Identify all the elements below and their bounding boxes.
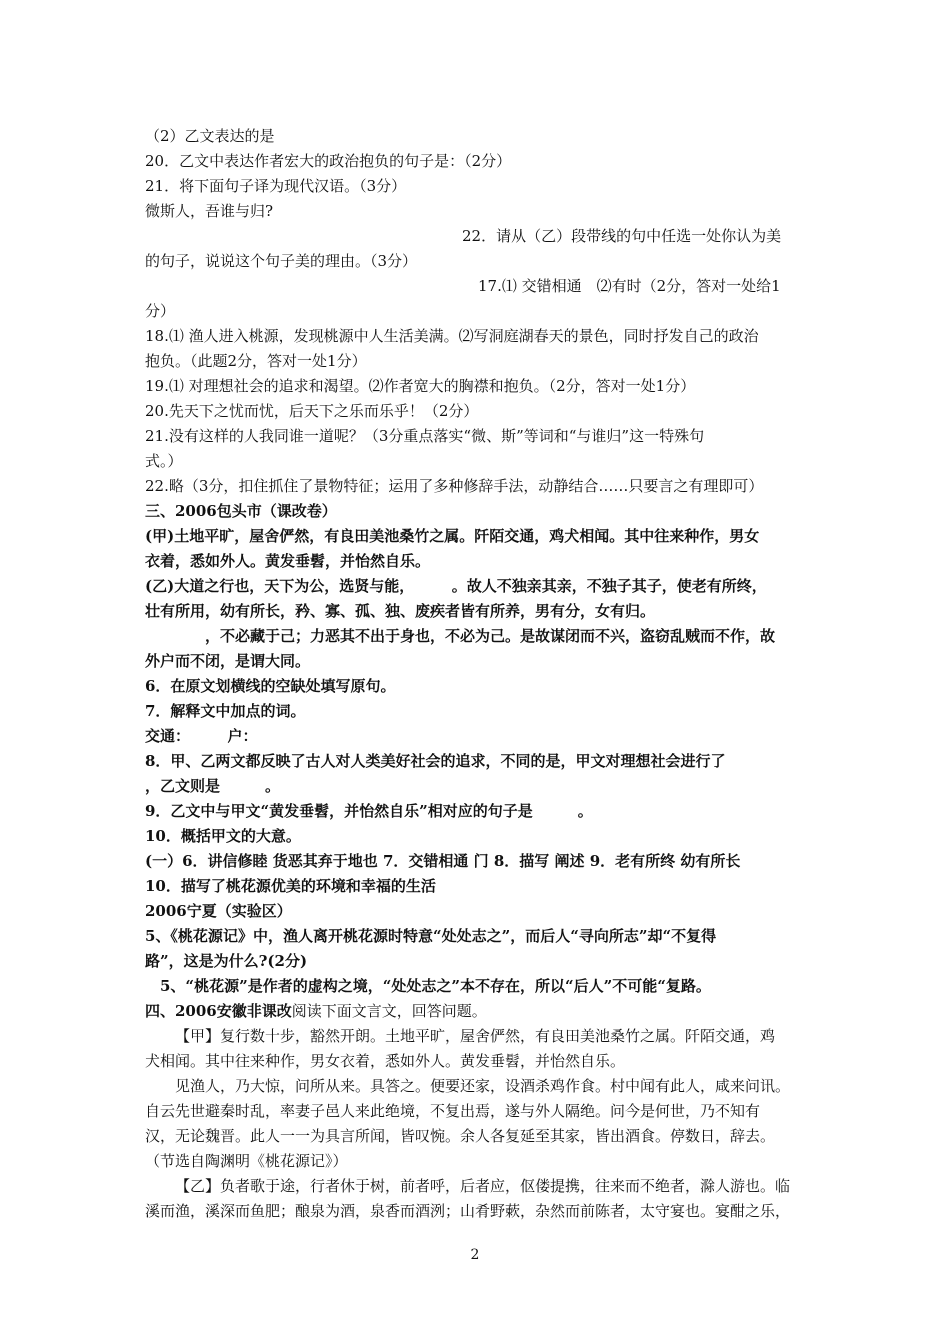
- section-heading: 2006宁夏（实验区）: [145, 902, 292, 920]
- answer-20: 20.先天下之忧而忧，后天下之乐而乐乎！（2分）: [145, 402, 479, 420]
- answer-21: 21.没有这样的人我同谁一道呢？（3分重点落实“微、斯”等词和“与谁归”这一特殊句: [145, 427, 705, 445]
- question-21: 21．将下面句子译为现代汉语。（3分）: [145, 177, 407, 195]
- text-line: 溪而渔，溪深而鱼肥；酿泉为酒，泉香而酒洌；山肴野蔌，杂然而前陈者，太守宴也。宴酣之乐，: [145, 1202, 791, 1220]
- page-number: 2: [470, 1247, 480, 1263]
- text-line: 分）: [145, 302, 176, 320]
- answer-19: 19.⑴ 对理想社会的追求和渴望。⑵作者宽大的胸襟和抱负。（2分，答对一处1分）: [145, 377, 696, 395]
- text-line: 10．描写了桃花源优美的环境和幸福的生活: [145, 877, 436, 895]
- text-line: ，不必藏于己；力恶其不出于身也，不必为己。是故谋闭而不兴，盗窃乱贼而不作，故: [145, 627, 776, 645]
- answer-5: 5、“桃花源”是作者的虚构之境，“处处志之”本不存在，所以“后人”不可能“复路。: [160, 977, 711, 995]
- text-line: 式。）: [145, 452, 183, 470]
- passage-jia: (甲)土地平旷，屋舍俨然，有良田美池桑竹之属。阡陌交通，鸡犬相闻。其中往来种作，男女: [145, 527, 760, 545]
- section-heading: 三、2006包头市（课改卷）: [145, 502, 337, 520]
- text-line: 路”，这是为什么?(2分): [145, 952, 308, 970]
- answers-block: (一）6．讲信修睦 货恶其弃于地也 7．交错相通 门 8．描写 阐述 9．老有所终 幼有所长: [145, 852, 741, 870]
- question-5: 5、《桃花源记》中，渔人离开桃花源时特意“处处志之”，而后人“寻向所志”却“不复得: [145, 927, 717, 945]
- question-10: 10．概括甲文的大意。: [145, 827, 301, 845]
- question-7: 7．解释文中加点的词。: [145, 702, 306, 720]
- text-line: 自云先世避秦时乱，率妻子邑人来此绝境，不复出焉，遂与外人隔绝。问今是何世，乃不知有: [145, 1102, 761, 1120]
- question-9: 9．乙文中与甲文“黄发垂髫，并怡然自乐”相对应的句子是 。: [145, 802, 593, 820]
- section-heading: 四、2006安徽非课改: [145, 1002, 292, 1020]
- question-20: 20．乙文中表达作者宏大的政治抱负的句子是：（2分）: [145, 152, 512, 170]
- text-line: 犬相闻。其中往来种作，男女衣着，悉如外人。黄发垂髫，并怡然自乐。: [145, 1052, 626, 1070]
- question-22: 22．请从（乙）段带线的句中任选一处你认为美: [462, 227, 782, 245]
- text-line: 微斯人，吾谁与归?: [145, 202, 274, 220]
- text-line: 汉，无论魏晋。此人一一为具言所闻，皆叹惋。余人各复延至其家，皆出酒食。停数日，辞去。: [145, 1127, 776, 1145]
- text-line: 壮有所用，幼有所长，矜、寡、孤、独、废疾者皆有所养，男有分，女有归。: [145, 602, 656, 620]
- source-note: （节选自陶渊明《桃花源记》）: [145, 1152, 348, 1170]
- answer-18: 18.⑴ 渔人进入桃源，发现桃源中人生活美满。⑵写洞庭湖春天的景色，同时抒发自己的政治: [145, 327, 759, 345]
- answer-17: 17.⑴ 交错相通 ⑵有时（2分，答对一处给1: [478, 277, 781, 295]
- text-line: 交通： 户：: [145, 727, 258, 745]
- text-line: （2）乙文表达的是: [145, 127, 275, 145]
- question-8: 8．甲、乙两文都反映了古人对人类美好社会的追求，不同的是，甲文对理想社会进行了: [145, 752, 726, 770]
- text-line: 衣着，悉如外人。黄发垂髫，并怡然自乐。: [145, 552, 431, 570]
- text-line: 外户而不闭，是谓大同。: [145, 652, 311, 670]
- passage-yi: (乙)大道之行也，天下为公，选贤与能， 。故人不独亲其亲，不独子其子，使老有所终，: [145, 577, 767, 595]
- text-line: 见渔人，乃大惊，问所从来。具答之。便要还家，设酒杀鸡作食。村中闻有此人，咸来问讯。: [175, 1077, 791, 1095]
- question-6: 6．在原文划横线的空缺处填写原句。: [145, 677, 396, 695]
- section-heading-anhui: [145, 999, 810, 1023]
- passage-yi: 【乙】负者歌于途，行者休于树，前者呼，后者应，伛偻提携，往来而不绝者，滁人游也。临: [175, 1177, 791, 1195]
- text-line: 的句子，说说这个句子美的理由。（3分）: [145, 252, 418, 270]
- text-line: ，乙文则是 。: [145, 777, 281, 795]
- passage-jia: 【甲】复行数十步，豁然开朗。土地平旷，屋舍俨然，有良田美池桑竹之属。阡陌交通，鸡: [175, 1027, 776, 1045]
- instruction: 阅读下面文言文，回答问题。: [291, 1002, 487, 1020]
- text-line: 抱负。（此题2分，答对一处1分）: [145, 352, 367, 370]
- answer-22: 22.略（3分，扣住抓住了景物特征；运用了多种修辞手法，动静结合……只要言之有理即可）: [145, 477, 764, 495]
